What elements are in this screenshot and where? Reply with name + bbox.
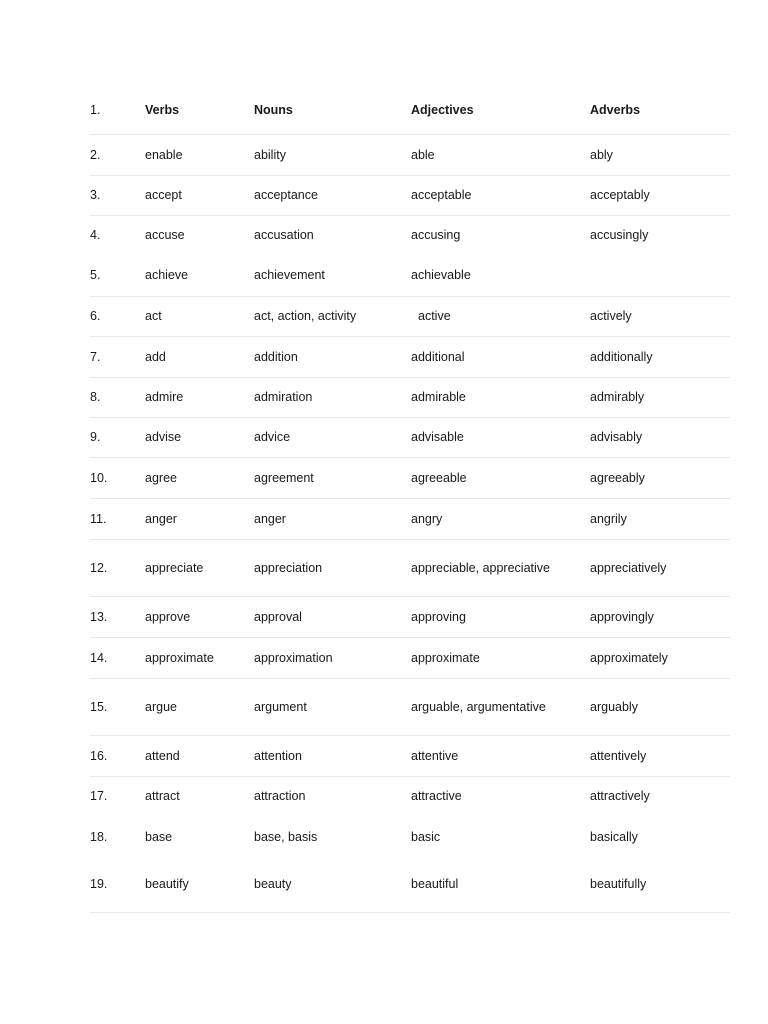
adverb-cell: accusingly: [590, 228, 649, 243]
noun-cell: argument: [254, 678, 411, 735]
verb-cell: accept: [145, 175, 254, 215]
header-adverbs: Adverbs: [590, 86, 730, 134]
row-number: 8.: [90, 377, 145, 417]
verb-cell: enable: [145, 134, 254, 175]
adjective-cell: basic: [411, 829, 441, 844]
table-row: [90, 377, 730, 417]
row-number: 3.: [90, 175, 145, 215]
noun-cell: attraction: [254, 789, 306, 804]
verb-cell: appreciate: [145, 539, 254, 596]
header-number: 1.: [90, 86, 145, 134]
row-number: 2.: [90, 134, 145, 175]
header-adjectives: Adjectives: [411, 86, 590, 134]
table-row: [90, 678, 730, 735]
adjective-cell: attractive: [411, 789, 462, 804]
adjective-cell: attentive: [411, 735, 590, 776]
table-row: [90, 296, 730, 336]
noun-cell: approval: [254, 596, 411, 637]
table-row: [90, 255, 730, 296]
table-row: [90, 816, 730, 857]
table-row: [90, 539, 730, 596]
noun-cell: base, basis: [254, 829, 318, 844]
verb-cell: attend: [145, 735, 254, 776]
table-row: [90, 417, 730, 457]
adjective-cell: additional: [411, 336, 590, 377]
adjective-cell: agreeable: [411, 457, 590, 498]
noun-cell: acceptance: [254, 175, 411, 215]
row-number: 15.: [90, 678, 145, 735]
noun-cell: agreement: [254, 457, 411, 498]
adverb-cell: approvingly: [590, 596, 730, 637]
noun-cell: act, action, activity: [254, 296, 411, 336]
verb-cell: beautify: [145, 857, 254, 912]
table-row: [90, 735, 730, 776]
adjective-cell: approving: [411, 596, 590, 637]
adjective-cell: achievable: [411, 255, 590, 296]
table-row: [90, 498, 730, 539]
verb-cell: attract: [145, 789, 180, 804]
adverb-cell: arguably: [590, 678, 730, 735]
verb-cell: agree: [145, 457, 254, 498]
verb-cell: anger: [145, 498, 254, 539]
adjective-cell: active: [411, 296, 590, 336]
adverb-cell: basically: [590, 829, 638, 844]
adverb-cell: [590, 255, 730, 296]
noun-cell: approximation: [254, 637, 411, 678]
table-row: [90, 596, 730, 637]
adverb-cell: admirably: [590, 377, 730, 417]
noun-cell: attention: [254, 735, 411, 776]
adverb-cell: approximately: [590, 637, 730, 678]
verb-cell: accuse: [145, 228, 185, 243]
noun-cell: beauty: [254, 857, 411, 912]
table-row: [90, 175, 730, 215]
row-number: 16.: [90, 735, 145, 776]
table-row: [90, 857, 730, 912]
adverb-cell: additionally: [590, 336, 730, 377]
noun-cell: ability: [254, 134, 411, 175]
adverb-cell: acceptably: [590, 175, 730, 215]
adverb-cell: attentively: [590, 735, 730, 776]
verb-cell: advise: [145, 417, 254, 457]
row-number: 9.: [90, 417, 145, 457]
word-forms-table: [90, 86, 730, 913]
table-row: [90, 336, 730, 377]
row-number: 7.: [90, 336, 145, 377]
adverb-cell: angrily: [590, 498, 730, 539]
noun-cell: admiration: [254, 377, 411, 417]
table-row: [90, 215, 730, 255]
adverb-cell: ably: [590, 134, 730, 175]
table-row: [90, 457, 730, 498]
verb-cell: argue: [145, 678, 254, 735]
row-number: 17.: [90, 789, 108, 804]
table-row: [90, 776, 730, 816]
verb-cell: approve: [145, 596, 254, 637]
row-number: 6.: [90, 296, 145, 336]
verb-cell: act: [145, 296, 254, 336]
verb-cell: admire: [145, 377, 254, 417]
row-number: 12.: [90, 539, 145, 596]
noun-cell: achievement: [254, 255, 411, 296]
table-row: [90, 134, 730, 175]
row-number: 14.: [90, 637, 145, 678]
row-number: 19.: [90, 857, 145, 912]
noun-cell: accusation: [254, 228, 314, 243]
table-row: [90, 637, 730, 678]
adjective-cell: advisable: [411, 417, 590, 457]
row-number: 10.: [90, 457, 145, 498]
adjective-cell: approximate: [411, 637, 590, 678]
header-nouns: Nouns: [254, 86, 411, 134]
adverb-cell: advisably: [590, 417, 730, 457]
row-number: 18.: [90, 829, 108, 844]
adverb-cell: beautifully: [590, 857, 730, 912]
verb-cell: achieve: [145, 255, 254, 296]
adjective-cell: able: [411, 134, 590, 175]
verb-cell: add: [145, 336, 254, 377]
table-header-row: [90, 86, 730, 134]
adjective-cell: accusing: [411, 228, 461, 243]
adverb-cell: attractively: [590, 789, 650, 804]
adjective-cell: angry: [411, 498, 590, 539]
adjective-cell: appreciable, appreciative: [411, 539, 590, 596]
adjective-cell: admirable: [411, 377, 590, 417]
noun-cell: advice: [254, 417, 411, 457]
adverb-cell: actively: [590, 296, 730, 336]
row-number: 11.: [90, 498, 145, 539]
adverb-cell: agreeably: [590, 457, 730, 498]
adjective-cell: acceptable: [411, 175, 590, 215]
row-number: 13.: [90, 596, 145, 637]
row-number: 4.: [90, 228, 101, 243]
row-number: 5.: [90, 255, 145, 296]
adjective-cell: arguable, argumentative: [411, 678, 590, 735]
verb-cell: base: [145, 829, 173, 844]
noun-cell: anger: [254, 498, 411, 539]
adjective-cell: beautiful: [411, 857, 590, 912]
header-verbs: Verbs: [145, 86, 254, 134]
noun-cell: appreciation: [254, 539, 411, 596]
adverb-cell: appreciatively: [590, 539, 730, 596]
noun-cell: addition: [254, 336, 411, 377]
verb-cell: approximate: [145, 637, 254, 678]
